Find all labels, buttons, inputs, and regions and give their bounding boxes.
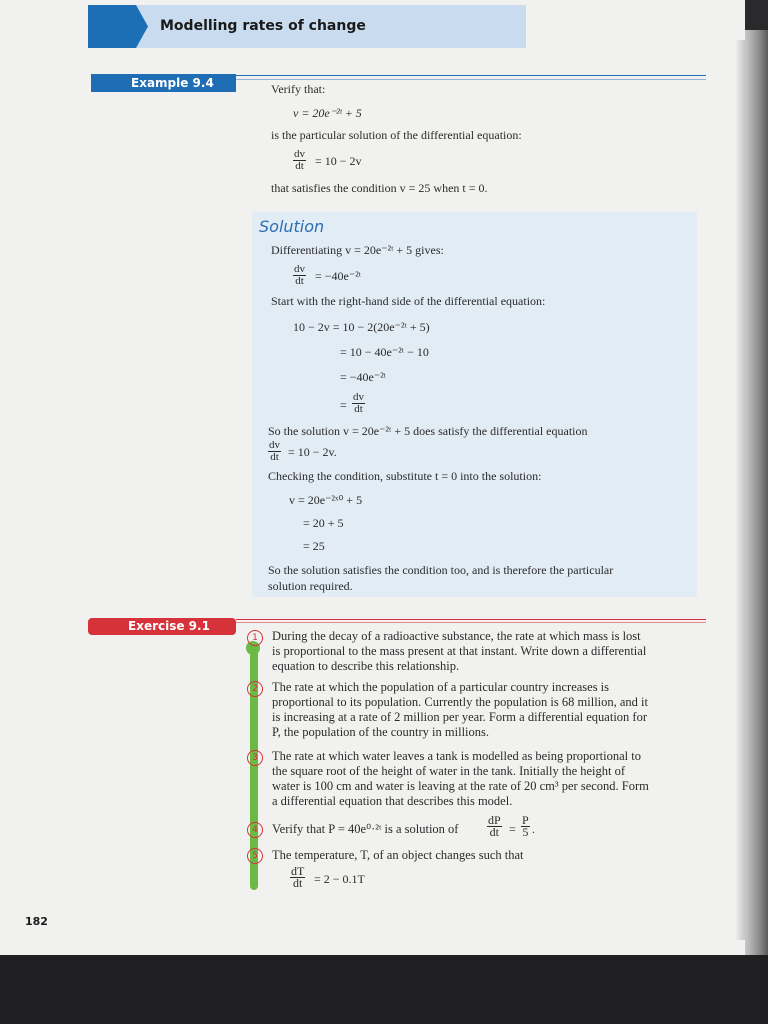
working-numerator: dv <box>353 391 364 403</box>
chapter-header-arrow <box>88 5 148 48</box>
de-fraction <box>293 149 306 172</box>
question-3 <box>272 749 702 809</box>
question-2-line-3: is increasing at a rate of 2 million per year. Form a differential equation for <box>272 710 647 724</box>
so-fraction <box>268 440 281 463</box>
so-rhs: = 10 − 2v. <box>288 445 337 459</box>
page-spine-shadow <box>735 40 745 940</box>
question-5-fraction <box>290 866 305 889</box>
q4-5: 5 <box>522 825 529 839</box>
working-denominator: dt <box>354 403 363 415</box>
example-label: Example 9.4 <box>91 74 236 92</box>
conclusion-line-1: So the solution satisfies the condition too, and is therefore the particular <box>268 563 614 577</box>
derivative-rhs: = −40e⁻²ᵗ <box>315 269 362 283</box>
q4-p: P <box>522 813 529 827</box>
question-1-line-3: equation to describe this relationship. <box>272 659 460 673</box>
question-1-line-1: During the decay of a radioactive substance, the rate at which mass is lost <box>272 629 641 643</box>
working-line-4-equals: = <box>340 398 347 412</box>
question-5-text: The temperature, T, of an object changes such that <box>272 848 524 862</box>
question-1-line-2: is proportional to the mass present at that instant. Write down a differential <box>272 644 647 658</box>
de-numerator: dv <box>294 148 305 160</box>
solution-heading: Solution <box>259 217 325 236</box>
deriv-denominator: dt <box>295 275 304 287</box>
question-1 <box>272 629 702 674</box>
condition-text: that satisfies the condition v = 25 when t = 0. <box>271 181 488 195</box>
exercise-rule <box>236 619 706 620</box>
page-edge <box>745 30 768 955</box>
chapter-title: Modelling rates of change <box>160 18 366 34</box>
question-3-line-3: water is 100 cm and water is leaving at the rate of 20 cm³ per second. Form <box>272 779 649 793</box>
background-surface <box>0 955 768 1024</box>
q4-dp: dP <box>488 813 501 827</box>
check-line-3: = 25 <box>303 539 325 553</box>
question-number-1: 1 <box>247 630 263 646</box>
exercise-rule-light <box>236 622 706 623</box>
working-line-1: 10 − 2v = 10 − 2(20e⁻²ᵗ + 5) <box>293 320 430 334</box>
so-numerator: dv <box>269 439 280 451</box>
working-line-4-fraction <box>352 392 365 415</box>
differentiating-text: Differentiating v = 20e⁻²ᵗ + 5 gives: <box>271 243 444 257</box>
question-3-line-2: the square root of the height of water in the tank. Initially the height of <box>272 764 626 778</box>
de-rhs: = 10 − 2v <box>315 154 362 168</box>
check-line-2: = 20 + 5 <box>303 516 344 530</box>
checking-text: Checking the condition, substitute t = 0 into the solution: <box>268 469 542 483</box>
question-4-fraction-2 <box>521 815 530 838</box>
question-4-text: Verify that P = 40e⁰·²ᵗ is a solution of <box>272 822 459 836</box>
conclusion-line-2: solution required. <box>268 579 353 593</box>
question-4-fraction-1 <box>487 815 502 838</box>
working-line-2: = 10 − 40e⁻²ᵗ − 10 <box>340 345 429 359</box>
exercise-label: Exercise 9.1 <box>88 618 236 635</box>
page-number: 182 <box>25 915 48 928</box>
q4-dt: dt <box>489 825 500 839</box>
question-4-equals: = <box>509 822 516 836</box>
so-denominator: dt <box>270 451 279 463</box>
question-2-line-4: P, the population of the country in millions. <box>272 725 489 739</box>
q5-dt-den: dt <box>293 876 303 890</box>
so-solution-text: So the solution v = 20e⁻²ᵗ + 5 does satisfy the differential equation <box>268 424 588 438</box>
particular-solution-text: is the particular solution of the differential equation: <box>271 128 522 142</box>
check-line-1: v = 20e⁻²ˣ⁰ + 5 <box>289 493 363 507</box>
verify-text: Verify that: <box>271 82 326 96</box>
de-denominator: dt <box>295 160 304 172</box>
question-3-line-4: a differential equation that describes this model. <box>272 794 513 808</box>
question-2-line-2: proportional to its population. Currently the population is 68 million, and it <box>272 695 649 709</box>
question-4-period: . <box>532 822 535 836</box>
deriv-fraction <box>293 264 306 287</box>
question-number-3: 3 <box>247 750 263 766</box>
question-number-2: 2 <box>247 681 263 697</box>
solution-equation: v = 20e⁻²ᵗ + 5 <box>293 106 362 120</box>
example-rule <box>236 75 706 76</box>
question-2-line-1: The rate at which the population of a particular country increases is <box>272 680 610 694</box>
question-number-4: 4 <box>247 822 263 838</box>
q5-dt-num: dT <box>291 864 305 878</box>
question-number-5: 5 <box>247 848 263 864</box>
question-2 <box>272 680 702 740</box>
working-line-3: = −40e⁻²ᵗ <box>340 370 387 384</box>
deriv-numerator: dv <box>294 263 305 275</box>
question-3-line-1: The rate at which water leaves a tank is modelled as being proportional to <box>272 749 641 763</box>
example-rule-light <box>236 79 706 80</box>
start-text: Start with the right-hand side of the differential equation: <box>271 294 546 308</box>
question-5-rhs: = 2 − 0.1T <box>314 872 365 886</box>
